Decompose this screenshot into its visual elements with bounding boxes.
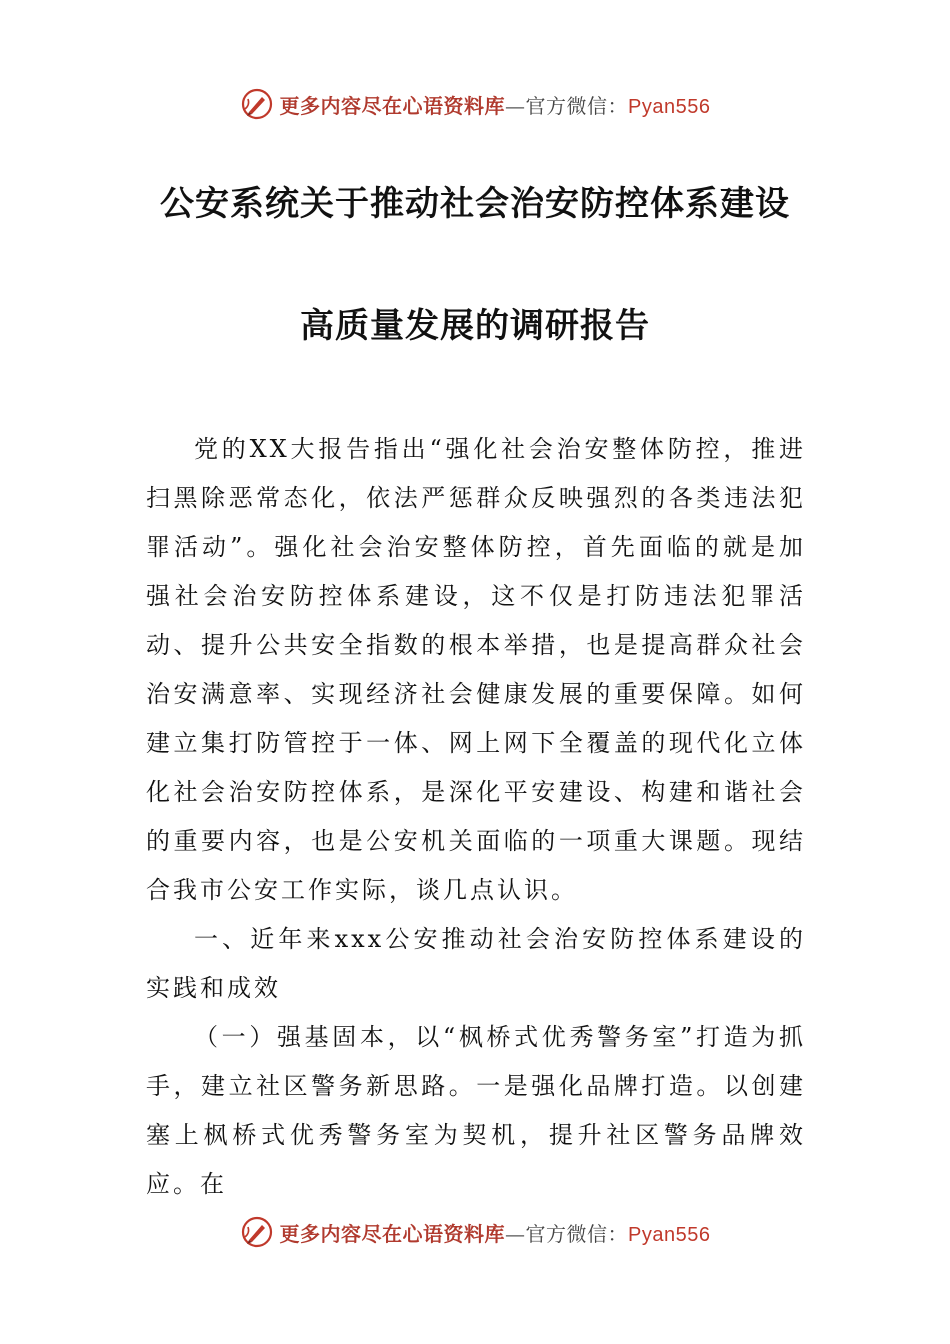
document-title-line-1: 公安系统关于推动社会治安防控体系建设 bbox=[160, 184, 790, 224]
header-watermark bbox=[0, 84, 950, 124]
pen-logo-icon bbox=[240, 1215, 274, 1249]
body-paragraph: （一）强基固本，以“枫桥式优秀警务室”打造为抓手，建立社区警务新思路。一是强化品牌打造。以创建塞上枫桥式优秀警务室为契机，提升社区警务品牌效应。在 bbox=[146, 1023, 806, 1198]
watermark-wechat-label: 官方微信： bbox=[525, 93, 629, 118]
watermark-brand: 更多内容尽在心语资料库 bbox=[279, 93, 506, 118]
footer-watermark bbox=[0, 1212, 950, 1252]
watermark-separator: — bbox=[505, 93, 526, 118]
watermark-text bbox=[280, 1218, 711, 1247]
document-body bbox=[146, 425, 806, 1209]
body-paragraph: 党的XX大报告指出“强化社会治安整体防控，推进扫黑除恶常态化，依法严惩群众反映强烈的各类违法犯罪活动”。强化社会治安整体防控，首先面临的就是加强社会治安防控体系建设，这不仅是打防违法犯罪活动、提升公共安全指数的根本举措，也是提高群众社会治安满意率、实现经济社会健康发展的重要保障。如何建立集打防管控于一体、网上网下全覆盖的现代化立体化社会治安防控体系，是深化平安建设、构建和谐社会的重要内容，也是公安机关面临的一项重大课题。现结合我市公安工作实际，谈几点认识。 bbox=[146, 435, 806, 904]
section-heading: 一、近年来xxx公安推动社会治安防控体系建设的实践和成效 bbox=[146, 925, 806, 1002]
pen-logo-icon bbox=[240, 87, 274, 121]
document-title-line-2: 高质量发展的调研报告 bbox=[300, 306, 650, 346]
watermark-wechat-id: Pyan556 bbox=[628, 95, 711, 118]
watermark-text bbox=[280, 90, 711, 119]
watermark-wechat-label: 官方微信： bbox=[525, 1221, 629, 1246]
watermark-separator: — bbox=[505, 1221, 526, 1246]
watermark-brand: 更多内容尽在心语资料库 bbox=[279, 1221, 506, 1246]
watermark-wechat-id: Pyan556 bbox=[628, 1223, 711, 1246]
